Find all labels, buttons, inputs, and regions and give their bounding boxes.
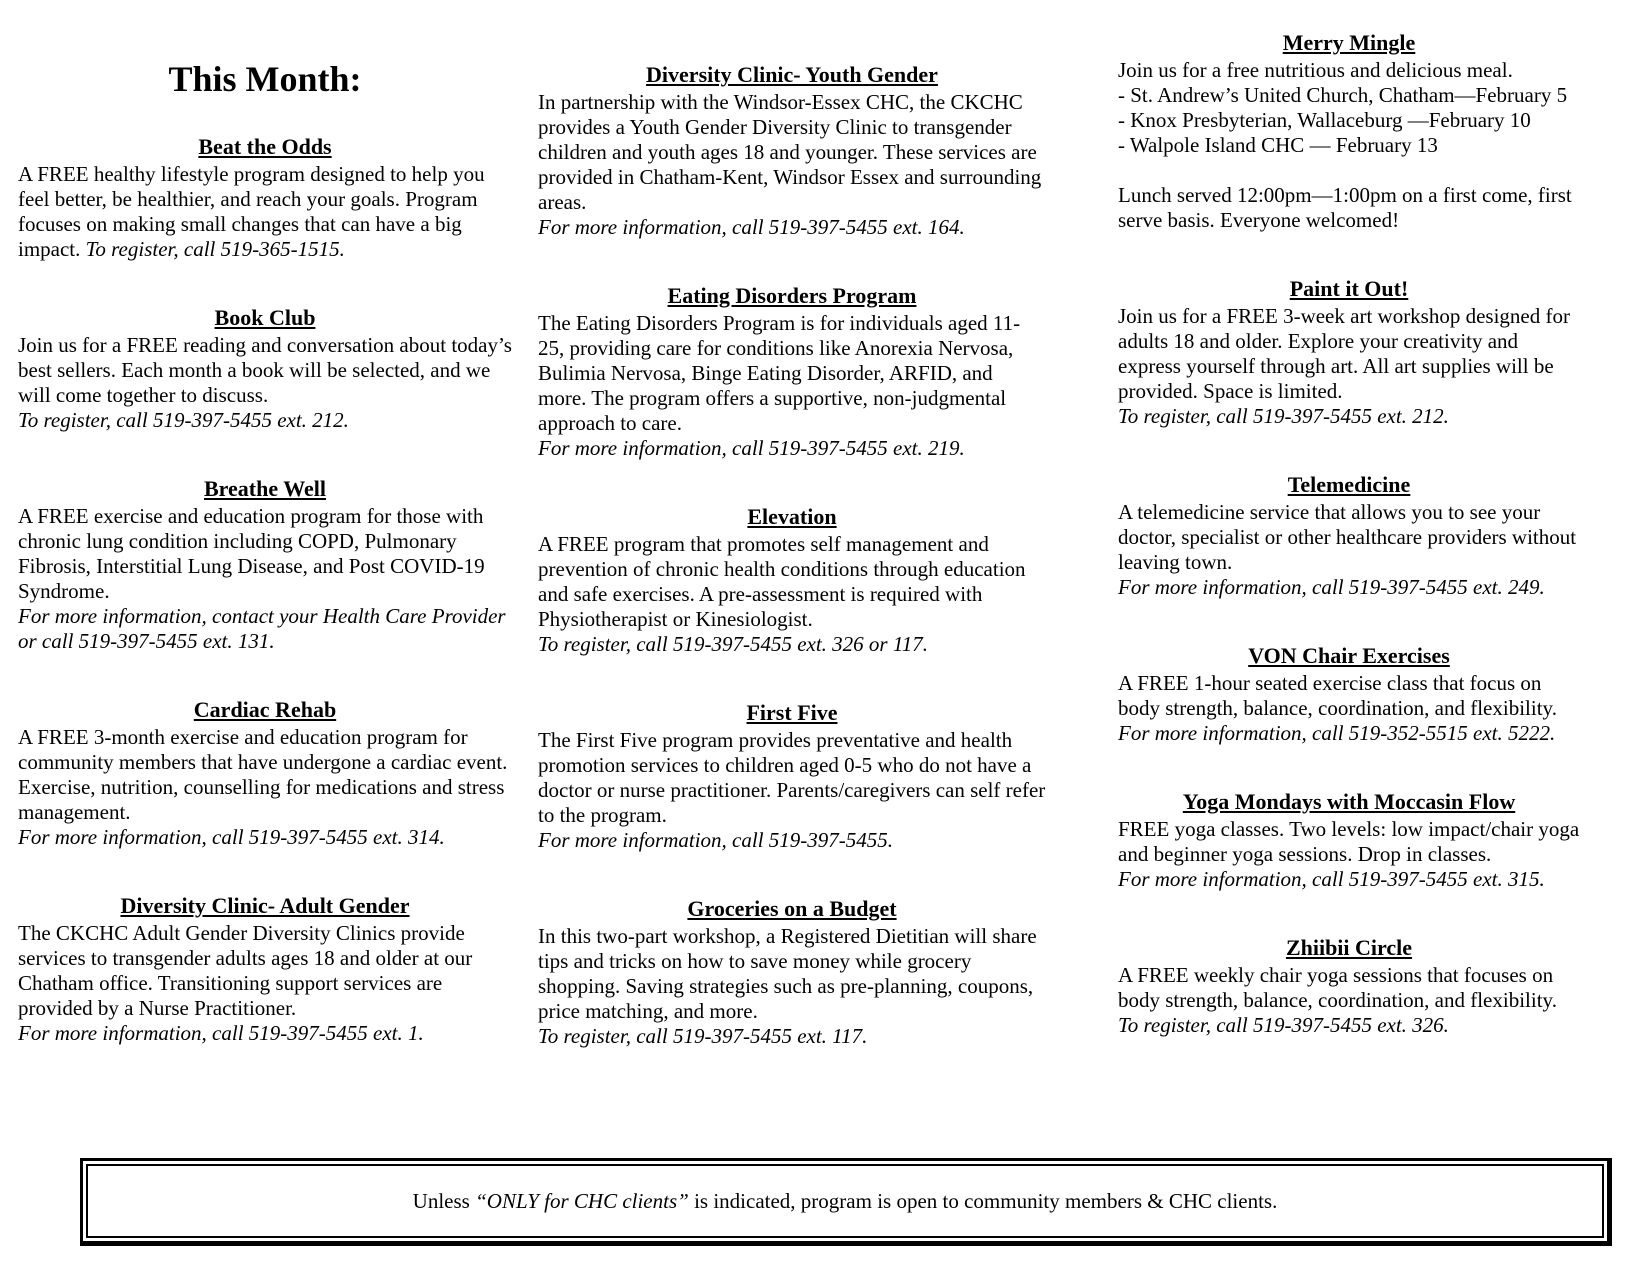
paragraph	[1118, 721, 1580, 746]
body-text: Join us for a FREE reading and conversation about today’s best sellers. Each month a book will be selected, and we will come together to discuss.	[18, 333, 512, 407]
body-text: A FREE weekly chair yoga sessions that focuses on body strength, balance, coordination, and flexibility.	[1118, 963, 1557, 1012]
program-section	[1118, 935, 1580, 1038]
body-text: A telemedicine service that allows you to see your doctor, specialist or other healthcare providers without leaving town.	[1118, 500, 1577, 574]
paragraph	[538, 728, 1046, 828]
body-text: The CKCHC Adult Gender Diversity Clinics provide services to transgender adults ages 18 and older at our Chatham office. Transitioning support services are provided by a Nurse Practitioner.	[18, 921, 473, 1020]
paragraph	[18, 921, 512, 1021]
paragraph	[18, 408, 512, 433]
section-title: Merry Mingle	[1282, 30, 1416, 55]
section-title: First Five	[746, 700, 838, 725]
program-section	[1118, 276, 1580, 429]
program-section	[18, 134, 512, 262]
paragraph	[538, 215, 1046, 240]
body-text: - Knox Presbyterian, Wallaceburg —February 10	[1118, 108, 1531, 132]
section-title: Eating Disorders Program	[667, 283, 917, 308]
program-section	[538, 62, 1046, 240]
paragraph	[1118, 58, 1580, 83]
paragraph	[538, 828, 1046, 853]
section-title: Book Club	[214, 305, 316, 330]
program-section	[18, 697, 512, 850]
footer-note-suffix: is indicated, program is open to community members & CHC clients.	[688, 1188, 1278, 1213]
paragraph	[18, 162, 512, 262]
contact-info-text: For more information, call 519-352-5515 ext. 5222.	[1118, 721, 1556, 745]
program-section	[18, 476, 512, 654]
paragraph	[1118, 867, 1580, 892]
program-section	[1118, 789, 1580, 892]
paragraph	[538, 90, 1046, 215]
program-section	[1118, 30, 1580, 233]
contact-info-text: For more information, call 519-397-5455 ext. 219.	[538, 436, 965, 460]
contact-info-text: For more information, call 519-397-5455 ext. 315.	[1118, 867, 1545, 891]
contact-info-text: For more information, call 519-397-5455.	[538, 828, 894, 852]
section-title: Breathe Well	[203, 476, 326, 501]
body-text: - St. Andrew’s United Church, Chatham—February 5	[1118, 83, 1568, 107]
footer-note-prefix: Unless	[412, 1188, 476, 1213]
program-section	[538, 283, 1046, 461]
column-middle	[538, 62, 1046, 1092]
footer-note	[86, 1164, 1604, 1238]
section-title: Yoga Mondays with Moccasin Flow	[1182, 789, 1516, 814]
footer-note-text	[413, 1189, 1278, 1214]
body-text: - Walpole Island CHC — February 13	[1118, 133, 1438, 157]
paragraph	[18, 825, 512, 850]
body-text: FREE yoga classes. Two levels: low impact/chair yoga and beginner yoga sessions. Drop in classes.	[1118, 817, 1580, 866]
paragraph	[538, 924, 1046, 1024]
paragraph	[18, 1021, 512, 1046]
program-section	[18, 893, 512, 1046]
section-title: Cardiac Rehab	[193, 697, 337, 722]
paragraph	[538, 632, 1046, 657]
paragraph	[18, 604, 512, 654]
paragraph	[1118, 133, 1580, 158]
footer-note-quoted: “ONLY for CHC clients”	[475, 1188, 689, 1213]
section-title: Groceries on a Budget	[687, 896, 897, 921]
paragraph	[18, 725, 512, 825]
paragraph	[538, 436, 1046, 461]
section-title: Telemedicine	[1287, 472, 1411, 497]
column-left	[18, 58, 512, 1089]
contact-info-text: For more information, call 519-397-5455 ext. 164.	[538, 215, 965, 239]
program-section	[538, 504, 1046, 657]
paragraph	[1118, 83, 1580, 108]
program-section	[538, 896, 1046, 1049]
contact-info-text: To register, call 519-397-5455 ext. 326.	[1118, 1013, 1449, 1037]
paragraph	[1118, 304, 1580, 404]
paragraph	[1118, 575, 1580, 600]
body-text: A FREE 3-month exercise and education program for community members that have undergone a cardiac event. Exercise, nutrition, counselling for medications and stress management.	[18, 725, 508, 824]
paragraph	[538, 532, 1046, 632]
section-title: Diversity Clinic- Adult Gender	[120, 893, 410, 918]
body-text: A FREE 1-hour seated exercise class that focus on body strength, balance, coordination, and flexibility.	[1118, 671, 1557, 720]
page-title: This Month:	[168, 59, 362, 99]
program-section	[538, 700, 1046, 853]
section-title: Beat the Odds	[198, 134, 332, 159]
contact-info-text: To register, call 519-397-5455 ext. 326 or 117.	[538, 632, 929, 656]
contact-info-text: For more information, contact your Health Care Provider or call 519-397-5455 ext. 131.	[18, 604, 506, 653]
paragraph	[538, 1024, 1046, 1049]
body-text: Lunch served 12:00pm—1:00pm on a first come, first serve basis. Everyone welcomed!	[1118, 183, 1572, 232]
body-text: Join us for a free nutritious and delicious meal.	[1118, 58, 1513, 82]
paragraph	[1118, 500, 1580, 575]
contact-info-text: To register, call 519-397-5455 ext. 212.	[18, 408, 349, 432]
section-title: Zhiibii Circle	[1285, 935, 1413, 960]
section-title: Elevation	[747, 504, 837, 529]
contact-info-text: To register, call 519-397-5455 ext. 117.	[538, 1024, 868, 1048]
section-title: Paint it Out!	[1289, 276, 1409, 301]
column-right	[1118, 30, 1580, 1081]
body-text: A FREE healthy lifestyle program designed to help you feel better, be healthier, and reach your goals. Program focuses on making small changes that can have a big impact.	[18, 162, 485, 261]
body-text: In partnership with the Windsor-Essex CHC, the CKCHC provides a Youth Gender Diversity Clinic to transgender children and youth ages 18 and younger. These services are provided in Chatham-Kent, Windsor Essex and surrounding areas.	[538, 90, 1042, 214]
program-section	[1118, 643, 1580, 746]
paragraph	[1118, 183, 1580, 233]
paragraph	[1118, 1013, 1580, 1038]
program-section	[1118, 472, 1580, 600]
footer-note-box	[80, 1158, 1612, 1246]
contact-info-text: To register, call 519-365-1515.	[85, 237, 345, 261]
paragraph	[538, 311, 1046, 436]
contact-info-text: For more information, call 519-397-5455 ext. 249.	[1118, 575, 1545, 599]
paragraph	[1118, 108, 1580, 133]
body-text: The First Five program provides preventative and health promotion services to children aged 0-5 who do not have a doctor or nurse practitioner. Parents/caregivers can self refer to the program.	[538, 728, 1046, 827]
contact-info-text: For more information, call 519-397-5455 ext. 314.	[18, 825, 445, 849]
contact-info-text: For more information, call 519-397-5455 ext. 1.	[18, 1021, 424, 1045]
section-title: VON Chair Exercises	[1248, 643, 1450, 668]
paragraph	[1118, 817, 1580, 867]
program-section	[18, 305, 512, 433]
body-text: Join us for a FREE 3-week art workshop designed for adults 18 and older. Explore your creativity and express yourself through art. All art supplies will be provided. Space is limited.	[1118, 304, 1570, 403]
paragraph	[1118, 963, 1580, 1013]
paragraph	[18, 333, 512, 408]
body-text: A FREE program that promotes self management and prevention of chronic health conditions through education and safe exercises. A pre-assessment is required with Physiotherapist or Kinesiologist.	[538, 532, 1026, 631]
body-text: In this two-part workshop, a Registered Dietitian will share tips and tricks on how to save money while grocery shopping. Saving strategies such as pre-planning, coupons, price matching, and more.	[538, 924, 1037, 1023]
body-text: A FREE exercise and education program for those with chronic lung condition including COPD, Pulmonary Fibrosis, Interstitial Lung Disease, and Post COVID-19 Syndrome.	[18, 504, 485, 603]
paragraph	[18, 504, 512, 604]
section-title: Diversity Clinic- Youth Gender	[646, 62, 938, 87]
paragraph	[1118, 404, 1580, 429]
contact-info-text: To register, call 519-397-5455 ext. 212.	[1118, 404, 1449, 428]
paragraph	[1118, 671, 1580, 721]
body-text: The Eating Disorders Program is for individuals aged 11-25, providing care for conditions like Anorexia Nervosa, Bulimia Nervosa, Binge Eating Disorder, ARFID, and more. The program offers a supportive, non-judgmental approach to care.	[538, 311, 1021, 435]
